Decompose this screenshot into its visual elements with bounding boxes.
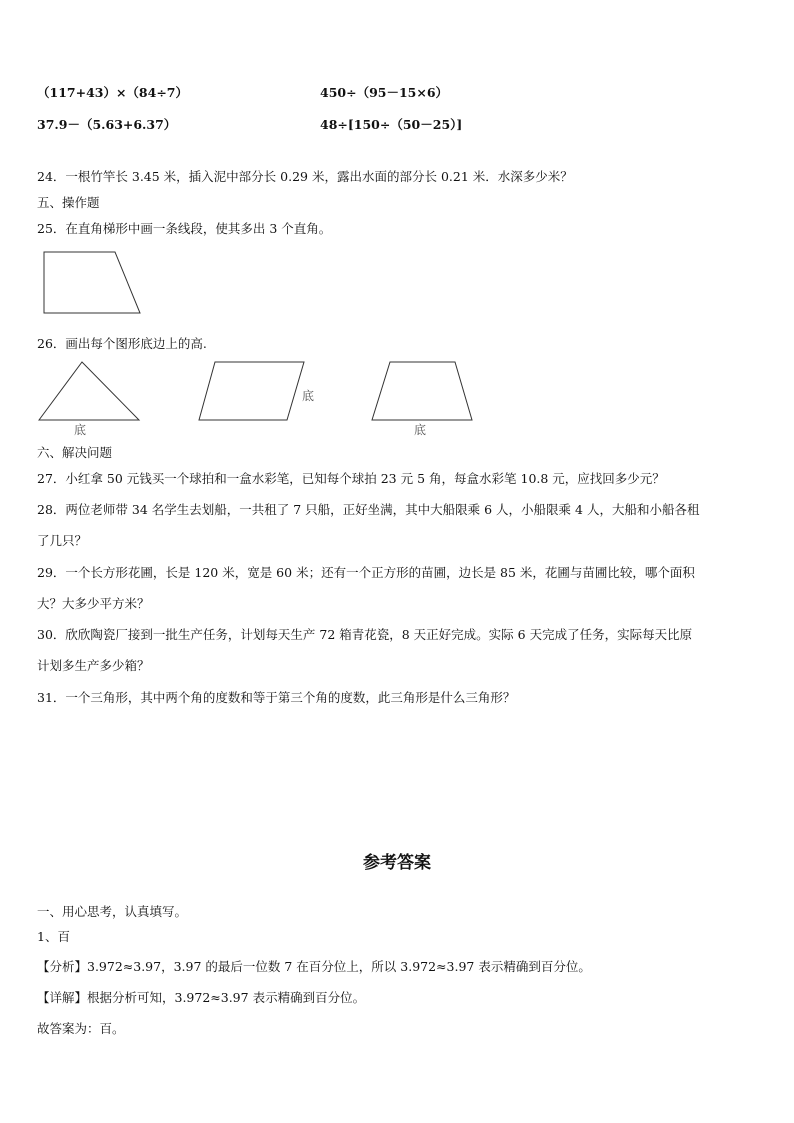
calc-expression-1: （117+43）×（84÷7）	[37, 85, 189, 100]
question-30-line-2: 计划多生产多少箱？	[37, 658, 150, 673]
section-operation-heading: 五、操作题	[37, 195, 100, 210]
question-29-line-1: 29．一个长方形花圃，长是 120 米，宽是 60 米；还有一个正方形的苗圃，边长是 85 米，花圃与苗圃比较，哪个面积	[37, 565, 695, 580]
parallelogram-shape	[199, 362, 304, 420]
answers-section-1-heading: 一、用心思考，认真填写。	[37, 904, 188, 919]
question-26: 26．画出每个图形底边上的高.	[37, 336, 207, 351]
question-28-line-1: 28．两位老师带 34 名学生去划船，一共租了 7 只船，正好坐满，其中大船限乘 6 人，小船限乘 4 人，大船和小船各租	[37, 502, 700, 517]
question-25: 25．在直角梯形中画一条线段，使其多出 3 个直角。	[37, 221, 332, 236]
trapezoid-base-label: 底	[414, 423, 427, 437]
question-30-line-1: 30．欣欣陶瓷厂接到一批生产任务，计划每天生产 72 箱青花瓷，8 天正好完成。实际 6 天完成了任务，实际每天比原	[37, 627, 693, 642]
question-28-line-2: 了几只？	[37, 533, 88, 548]
calc-expression-4: 48÷[150÷（50－25）]	[320, 117, 463, 132]
parallelogram-base-label: 底	[302, 389, 315, 403]
trapezoid-shape	[372, 362, 472, 420]
triangle-base-label: 底	[74, 423, 87, 437]
question-29-line-2: 大？大多少平方米？	[37, 596, 150, 611]
answer-1-analysis: 【分析】3.972≈3.97，3.97 的最后一位数 7 在百分位上，所以 3.972≈3.97 表示精确到百分位。	[37, 959, 591, 974]
question-31: 31．一个三角形，其中两个角的度数和等于第三个角的度数，此三角形是什么三角形？	[37, 690, 516, 705]
answers-title: 参考答案	[363, 853, 431, 873]
answer-1: 1、百	[37, 929, 70, 944]
answer-1-final: 故答案为：百。	[37, 1021, 125, 1036]
question-27: 27．小红拿 50 元钱买一个球拍和一盒水彩笔，已知每个球拍 23 元 5 角，每盒水彩笔 10.8 元，应找回多少元？	[37, 471, 665, 486]
calc-expression-2: 450÷（95－15×6）	[320, 85, 449, 100]
calc-expression-3: 37.9－（5.63+6.37）	[37, 117, 177, 132]
answer-1-detail: 【详解】根据分析可知，3.972≈3.97 表示精确到百分位。	[37, 990, 366, 1005]
question-24: 24．一根竹竿长 3.45 米，插入泥中部分长 0.29 米，露出水面的部分长 0.21 米．水深多少米？	[37, 169, 573, 184]
section-solve-heading: 六、解决问题	[37, 445, 113, 460]
triangle-shape	[39, 362, 139, 420]
